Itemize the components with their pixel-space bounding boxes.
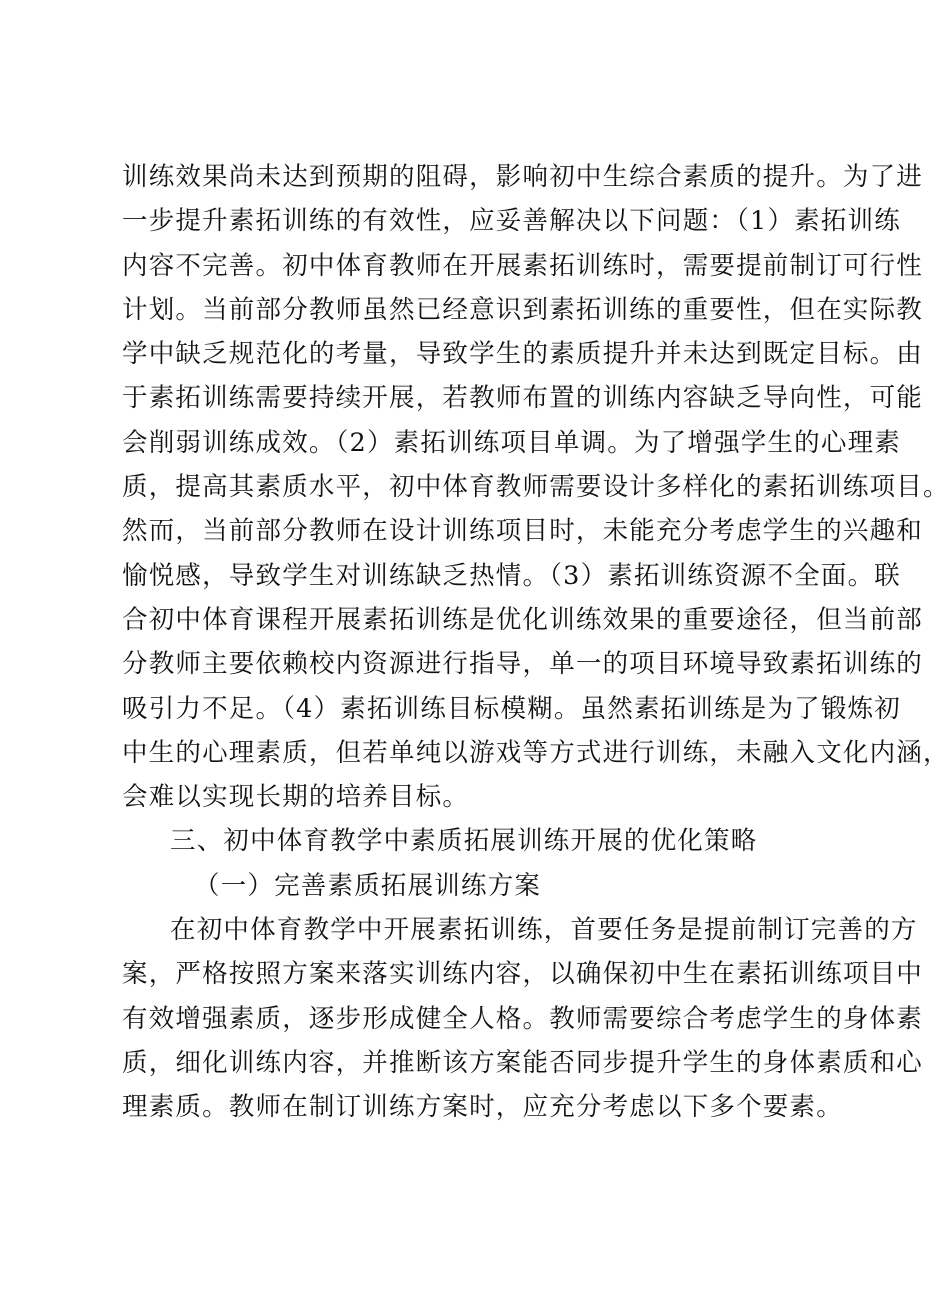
paragraph-line: 质，提高其素质水平，初中体育教师需要设计多样化的素拓训练项目。 [122, 472, 950, 503]
paragraph-line: 一步提升素拓训练的有效性，应妥善解决以下问题：（1）素拓训练 [122, 206, 901, 237]
document-body [122, 155, 950, 1130]
paragraph-line: 中生的心理素质，但若单纯以游戏等方式进行训练，未融入文化内涵， [122, 737, 950, 768]
paragraph-line: 于素拓训练需要持续开展，若教师布置的训练内容缺乏导向性，可能 [122, 383, 924, 414]
paragraph-line: 训练效果尚未达到预期的阻碍，影响初中生综合素质的提升。为了进 [122, 162, 924, 192]
paragraph-line: 理素质。教师在制订训练方案时，应充分考虑以下多个要素。 [122, 1092, 843, 1123]
paragraph-2 [122, 908, 924, 1129]
paragraph-line: 质，细化训练内容，并推断该方案能否同步提升学生的身体素质和心 [122, 1047, 924, 1078]
paragraph-line: 分教师主要依赖校内资源进行指导，单一的项目环境导致素拓训练的 [122, 649, 924, 680]
paragraph-line: 吸引力不足。（4）素拓训练目标模糊。虽然素拓训练是为了锻炼初 [122, 693, 901, 724]
paragraph-line: 合初中体育课程开展素拓训练是优化训练效果的重要途径，但当前部 [122, 604, 924, 635]
paragraph-line: 学中缺乏规范化的考量，导致学生的素质提升并未达到既定目标。由 [122, 339, 924, 370]
paragraph-line: 愉悦感，导致学生对训练缺乏热情。（3）素拓训练资源不全面。联 [122, 560, 901, 591]
paragraph-line: 然而，当前部分教师在设计训练项目时，未能充分考虑学生的兴趣和 [122, 516, 924, 547]
paragraph-1 [122, 155, 950, 819]
paragraph-line: 内容不完善。初中体育教师在开展素拓训练时，需要提前制订可行性 [122, 250, 924, 281]
paragraph-line: 有效增强素质，逐步形成健全人格。教师需要综合考虑学生的身体素 [122, 1003, 924, 1034]
paragraph-line: 计划。当前部分教师虽然已经意识到素拓训练的重要性，但在实际教 [122, 294, 924, 325]
paragraph-line: 在初中体育教学中开展素拓训练，首要任务是提前制订完善的方 [170, 915, 918, 946]
paragraph-line: 案，严格按照方案来落实训练内容，以确保初中生在素拓训练项目中 [122, 959, 924, 990]
subsection-heading: （一）完善素质拓展训练方案 [194, 870, 542, 901]
paragraph-line: 会削弱训练成效。（2）素拓训练项目单调。为了增强学生的心理素 [122, 427, 901, 458]
section-heading: 三、初中体育教学中素质拓展训练开展的优化策略 [170, 826, 758, 857]
paragraph-line: 会难以实现长期的培养目标。 [122, 782, 470, 813]
